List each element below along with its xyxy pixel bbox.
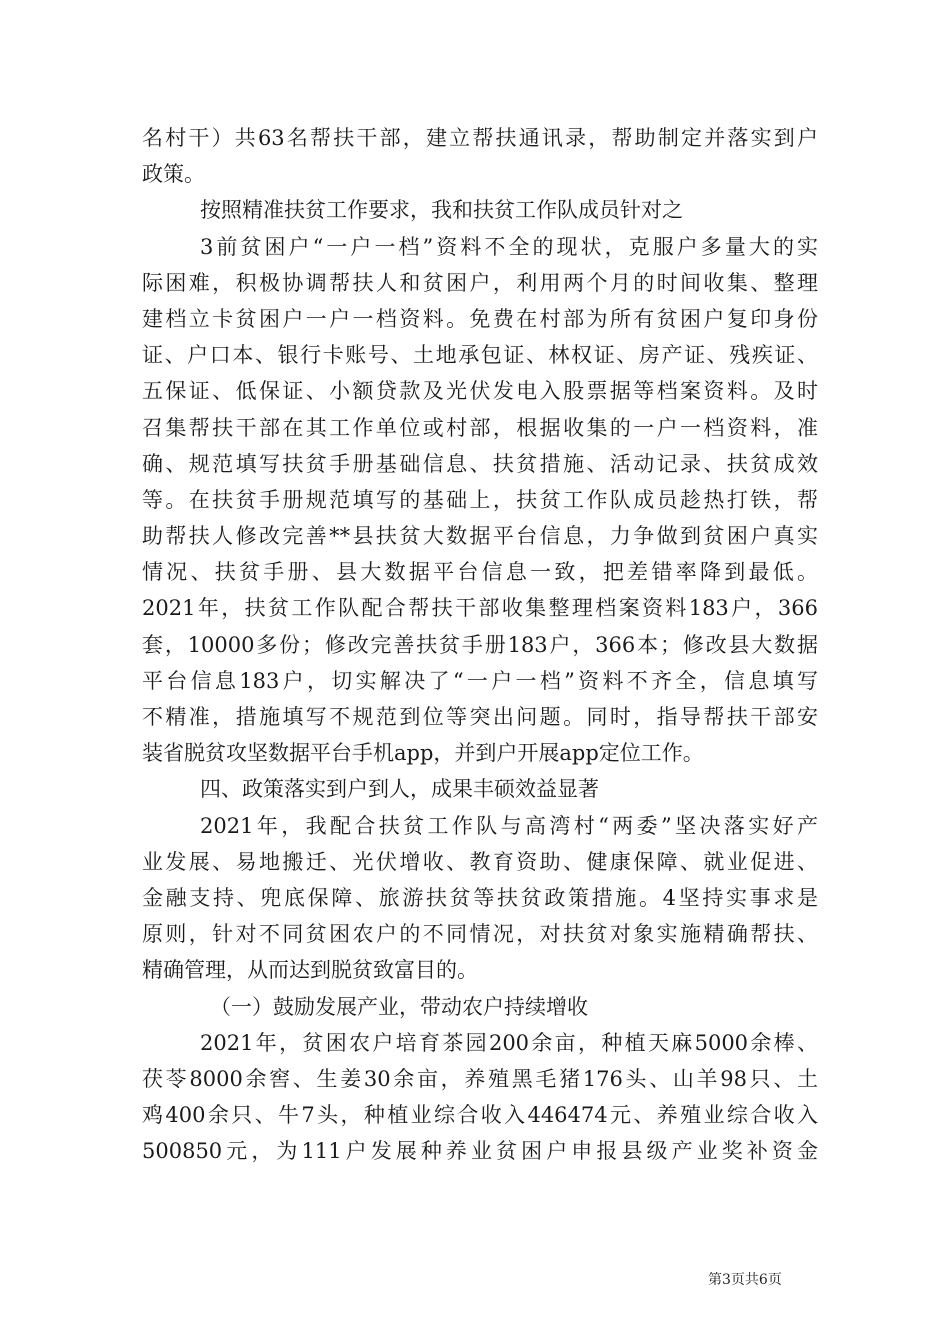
text-line: 等。在扶贫手册规范填写的基础上，扶贫工作队成员趁热打铁，帮 [142,487,818,512]
text-line: 2021年，贫困农户培育茶园200余亩，种植天麻5000余棒、 [200,1030,818,1055]
text-line: 鸡400余只、牛7头，种植业综合收入446474元、养殖业综合收入 [142,1103,818,1128]
text-line: 3前贫困户“一户一档”资料不全的现状，克服户多量大的实 [200,234,818,259]
text-line: 500850元，为111户发展种养业贫困户申报县级产业奖补资金 [142,1139,818,1164]
text-line: 不精准，措施填写不规范到位等突出问题。同时，指导帮扶干部安 [142,705,818,729]
text-line: 四、政策落实到户到人，成果丰硕效益显著 [200,777,599,802]
document-body [142,120,818,1169]
text-line: 五保证、低保证、小额贷款及光伏发电入股票据等档案资料。及时 [142,379,818,404]
text-line: 助帮扶人修改完善**县扶贫大数据平台信息，力争做到贫困户真实 [142,524,818,549]
text-line: 情况、扶贫手册、县大数据平台信息一致，把差错率降到最低。 [142,560,818,585]
text-line: 精确管理，从而达到脱贫致富目的。 [142,958,478,983]
text-line: 确、规范填写扶贫手册基础信息、扶贫措施、活动记录、扶贫成效 [142,451,818,476]
text-line: 2021年，扶贫工作队配合帮扶干部收集整理档案资料183户，366 [142,596,818,621]
text-line: 召集帮扶干部在其工作单位或村部，根据收集的一户一档资料，准 [142,415,818,440]
text-line: 按照精准扶贫工作要求，我和扶贫工作队成员针对之 [200,198,683,223]
text-line: 政策。 [142,162,205,187]
text-line: 套，10000多份；修改完善扶贫手册183户，366本；修改县大数据 [142,632,818,657]
text-line: 业发展、易地搬迁、光伏增收、教育资助、健康保障、就业促进、 [142,849,818,874]
text-line: 装省脱贫攻坚数据平台手机app，并到户开展app定位工作。 [142,741,704,766]
text-line: 2021年，我配合扶贫工作队与高湾村“两委”坚决落实好产 [200,813,818,838]
text-line: 名村干）共63名帮扶干部，建立帮扶通讯录，帮助制定并落实到户 [142,126,818,150]
text-line: （一）鼓励发展产业，带动农户持续增收 [210,994,588,1019]
text-line: 茯苓8000余窖、生姜30余亩，养殖黑毛猪176头、山羊98只、土 [142,1066,818,1091]
page-number: 第3页共6页 [708,1272,782,1288]
text-line: 平台信息183户，切实解决了“一户一档”资料不齐全，信息填写 [142,668,818,693]
text-line: 证、户口本、银行卡账号、土地承包证、林权证、房产证、残疾证、 [142,343,818,368]
text-line: 原则，针对不同贫困农户的不同情况，对扶贫对象实施精确帮扶、 [142,922,818,947]
text-line: 际困难，积极协调帮扶人和贫困户，利用两个月的时间收集、整理 [142,270,818,295]
text-line: 金融支持、兜底保障、旅游扶贫等扶贫政策措施。4坚持实事求是 [142,885,818,910]
text-line: 建档立卡贫困户一户一档资料。免费在村部为所有贫困户复印身份 [142,306,818,331]
